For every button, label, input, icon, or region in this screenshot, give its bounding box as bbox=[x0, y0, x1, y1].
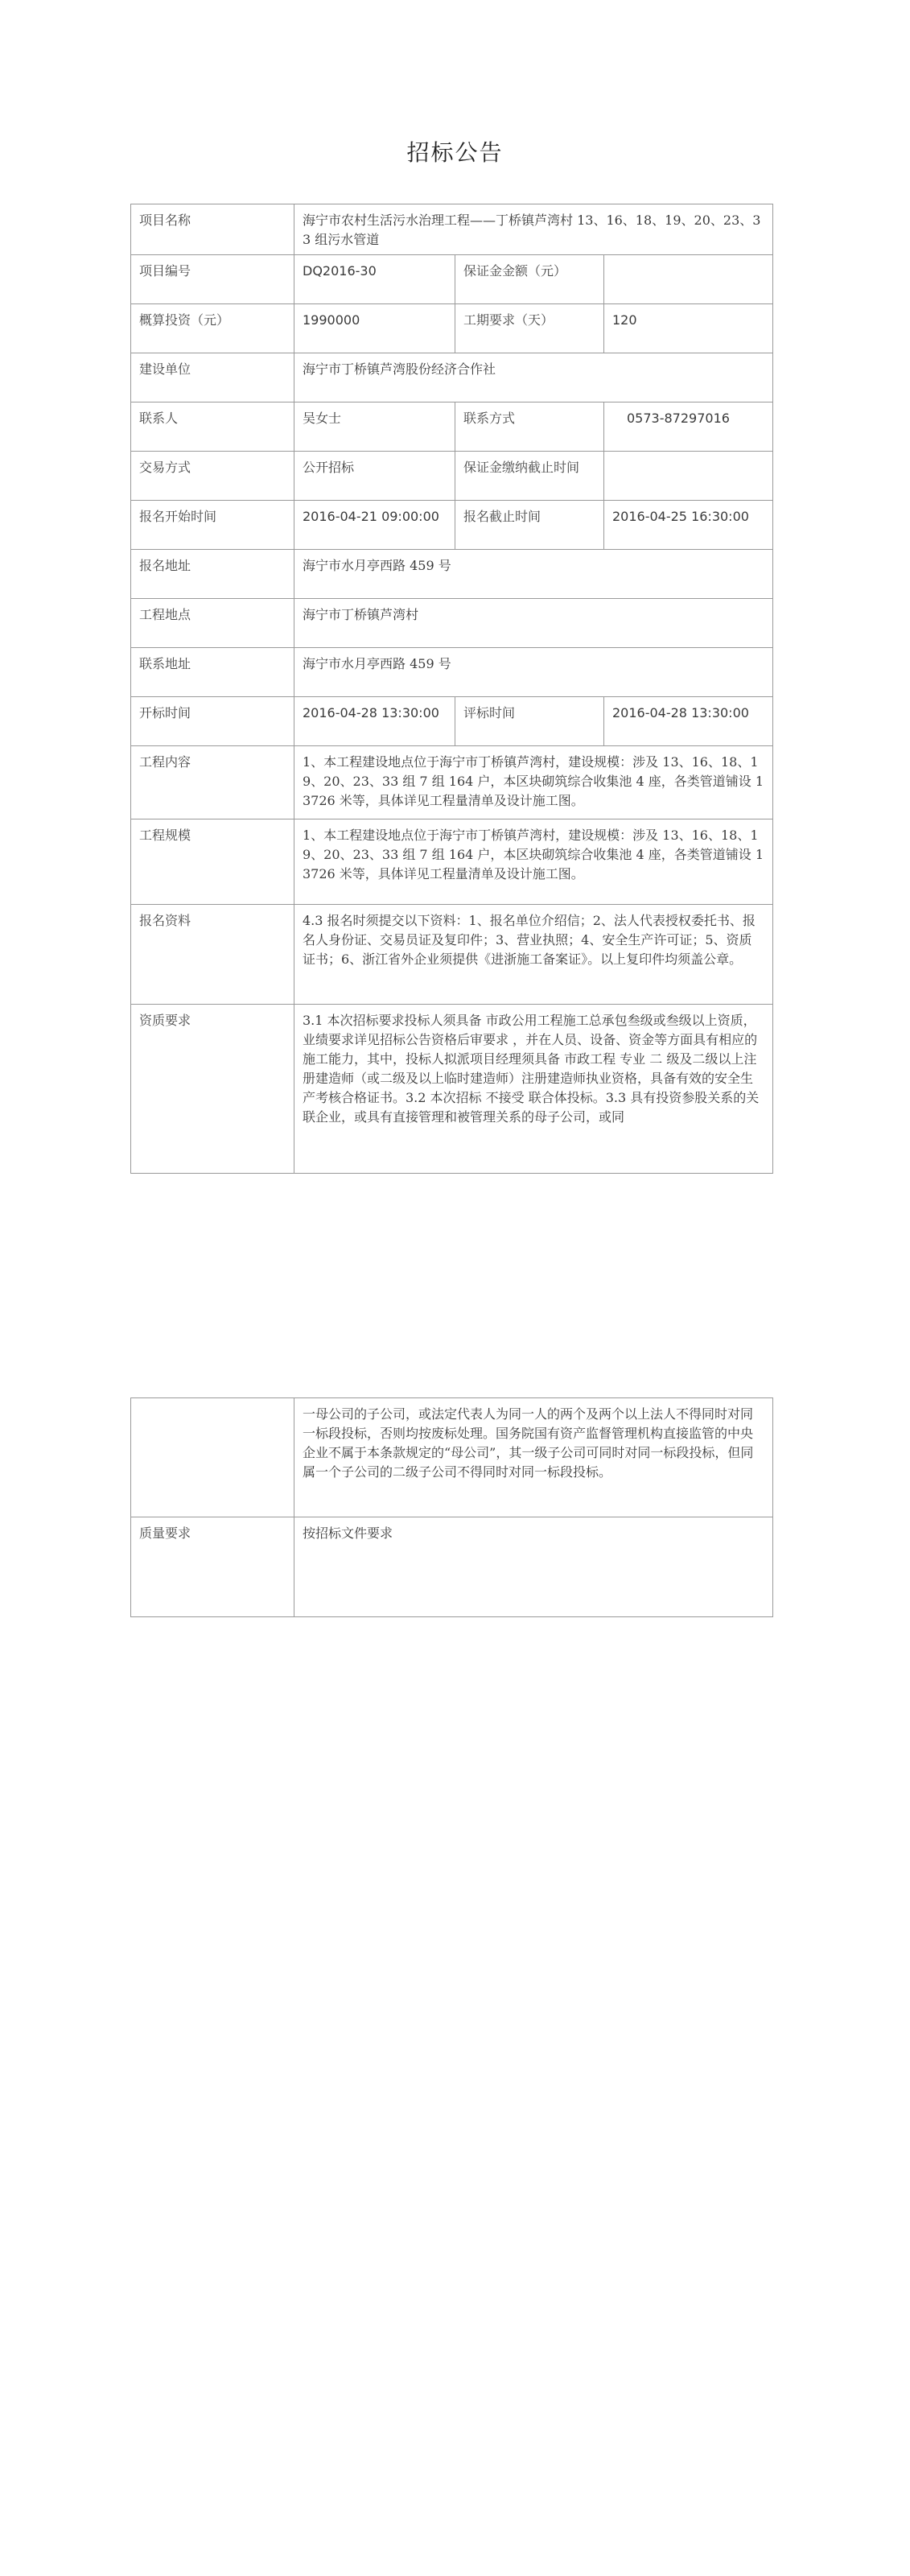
project-name-value: 海宁市农村生活污水治理工程——丁桥镇芦湾村 13、16、18、19、20、23、33 组污水管道 bbox=[294, 204, 773, 255]
row-content bbox=[131, 746, 773, 819]
quality-label: 质量要求 bbox=[131, 1517, 294, 1617]
builder-value: 海宁市丁桥镇芦湾股份经济合作社 bbox=[294, 353, 773, 402]
row-project-name bbox=[131, 204, 773, 255]
row-budget bbox=[131, 304, 773, 353]
duration-value: 120 bbox=[604, 304, 773, 353]
trade-mode-value: 公开招标 bbox=[294, 452, 455, 501]
contact-phone-label: 联系方式 bbox=[455, 402, 604, 452]
materials-value: 4.3 报名时须提交以下资料：1、报名单位介绍信；2、法人代表授权委托书、报名人身份证、交易员证及复印件；3、营业执照；4、安全生产许可证；5、资质证书；6、浙江省外企业须提供《进浙施工备案证》。以上复印件均须盖公章。 bbox=[294, 905, 773, 1005]
row-materials bbox=[131, 905, 773, 1005]
deposit-value bbox=[604, 255, 773, 304]
tender-info-table bbox=[130, 204, 773, 1174]
reg-address-value: 海宁市水月亭西路 459 号 bbox=[294, 550, 773, 599]
contact-address-value: 海宁市水月亭西路 459 号 bbox=[294, 648, 773, 697]
budget-label: 概算投资（元） bbox=[131, 304, 294, 353]
row-registration-time bbox=[131, 501, 773, 550]
row-quality bbox=[131, 1517, 773, 1617]
eval-time-value: 2016-04-28 13:30:00 bbox=[604, 697, 773, 746]
deposit-deadline-value bbox=[604, 452, 773, 501]
row-qualification bbox=[131, 1005, 773, 1174]
row-open-time bbox=[131, 697, 773, 746]
qualification-value: 3.1 本次招标要求投标人须具备 市政公用工程施工总承包叁级或叁级以上资质，业绩要求详见招标公告资格后审要求 ，并在人员、设备、资金等方面具有相应的施工能力，其中，投标人拟派项目经理须具备 市政工程 专业 二 级及二级以上注册建造师（或二级及以上临时建造师）注册建造师执业资格，具备有效的安全生产考核合格证书。3.2 本次招标 不接受 联合体投标。3.3 具有投资参股关系的关联企业，或具有直接管理和被管理关系的母子公司，或同 bbox=[294, 1005, 773, 1174]
reg-address-label: 报名地址 bbox=[131, 550, 294, 599]
reg-end-label: 报名截止时间 bbox=[455, 501, 604, 550]
reg-start-label: 报名开始时间 bbox=[131, 501, 294, 550]
project-name-label: 项目名称 bbox=[131, 204, 294, 255]
eval-time-label: 评标时间 bbox=[455, 697, 604, 746]
reg-end-value: 2016-04-25 16:30:00 bbox=[604, 501, 773, 550]
contact-phone-value: 0573-87297016 bbox=[604, 402, 773, 452]
budget-value: 1990000 bbox=[294, 304, 455, 353]
qualification-cont-value: 一母公司的子公司，或法定代表人为同一人的两个及两个以上法人不得同时对同一标段投标，否则均按废标处理。国务院国有资产监督管理机构直接监管的中央企业不属于本条款规定的“母公司”，其一级子公司可同时对同一标段投标，但同属一个子公司的二级子公司不得同时对同一标段投标。 bbox=[294, 1398, 773, 1517]
contact-label: 联系人 bbox=[131, 402, 294, 452]
tender-info-table-continued bbox=[130, 1397, 773, 1617]
deposit-label: 保证金金额（元） bbox=[455, 255, 604, 304]
contact-address-label: 联系地址 bbox=[131, 648, 294, 697]
qualification-label: 资质要求 bbox=[131, 1005, 294, 1174]
contact-value: 吴女士 bbox=[294, 402, 455, 452]
builder-label: 建设单位 bbox=[131, 353, 294, 402]
materials-label: 报名资料 bbox=[131, 905, 294, 1005]
row-contact bbox=[131, 402, 773, 452]
row-qualification-continued bbox=[131, 1398, 773, 1517]
open-time-label: 开标时间 bbox=[131, 697, 294, 746]
row-trade-mode bbox=[131, 452, 773, 501]
page-title: 招标公告 bbox=[406, 139, 504, 166]
project-no-value: DQ2016-30 bbox=[294, 255, 455, 304]
content-value: 1、本工程建设地点位于海宁市丁桥镇芦湾村，建设规模：涉及 13、16、18、19、20、23、33 组 7 组 164 户，本区块砌筑综合收集池 4 座，各类管道铺设 13726 米等，具体详见工程量清单及设计施工图。 bbox=[294, 746, 773, 819]
quality-value: 按招标文件要求 bbox=[294, 1517, 773, 1617]
row-scale bbox=[131, 819, 773, 905]
reg-start-value: 2016-04-21 09:00:00 bbox=[294, 501, 455, 550]
open-time-value: 2016-04-28 13:30:00 bbox=[294, 697, 455, 746]
scale-label: 工程规模 bbox=[131, 819, 294, 905]
row-builder bbox=[131, 353, 773, 402]
row-project-no bbox=[131, 255, 773, 304]
site-value: 海宁市丁桥镇芦湾村 bbox=[294, 599, 773, 648]
duration-label: 工期要求（天） bbox=[455, 304, 604, 353]
content-label: 工程内容 bbox=[131, 746, 294, 819]
row-site bbox=[131, 599, 773, 648]
deposit-deadline-label: 保证金缴纳截止时间 bbox=[455, 452, 604, 501]
site-label: 工程地点 bbox=[131, 599, 294, 648]
qualification-cont-label bbox=[131, 1398, 294, 1517]
trade-mode-label: 交易方式 bbox=[131, 452, 294, 501]
row-contact-address bbox=[131, 648, 773, 697]
scale-value: 1、本工程建设地点位于海宁市丁桥镇芦湾村，建设规模：涉及 13、16、18、19、20、23、33 组 7 组 164 户，本区块砌筑综合收集池 4 座，各类管道铺设 13726 米等，具体详见工程量清单及设计施工图。 bbox=[294, 819, 773, 905]
project-no-label: 项目编号 bbox=[131, 255, 294, 304]
row-registration-address bbox=[131, 550, 773, 599]
